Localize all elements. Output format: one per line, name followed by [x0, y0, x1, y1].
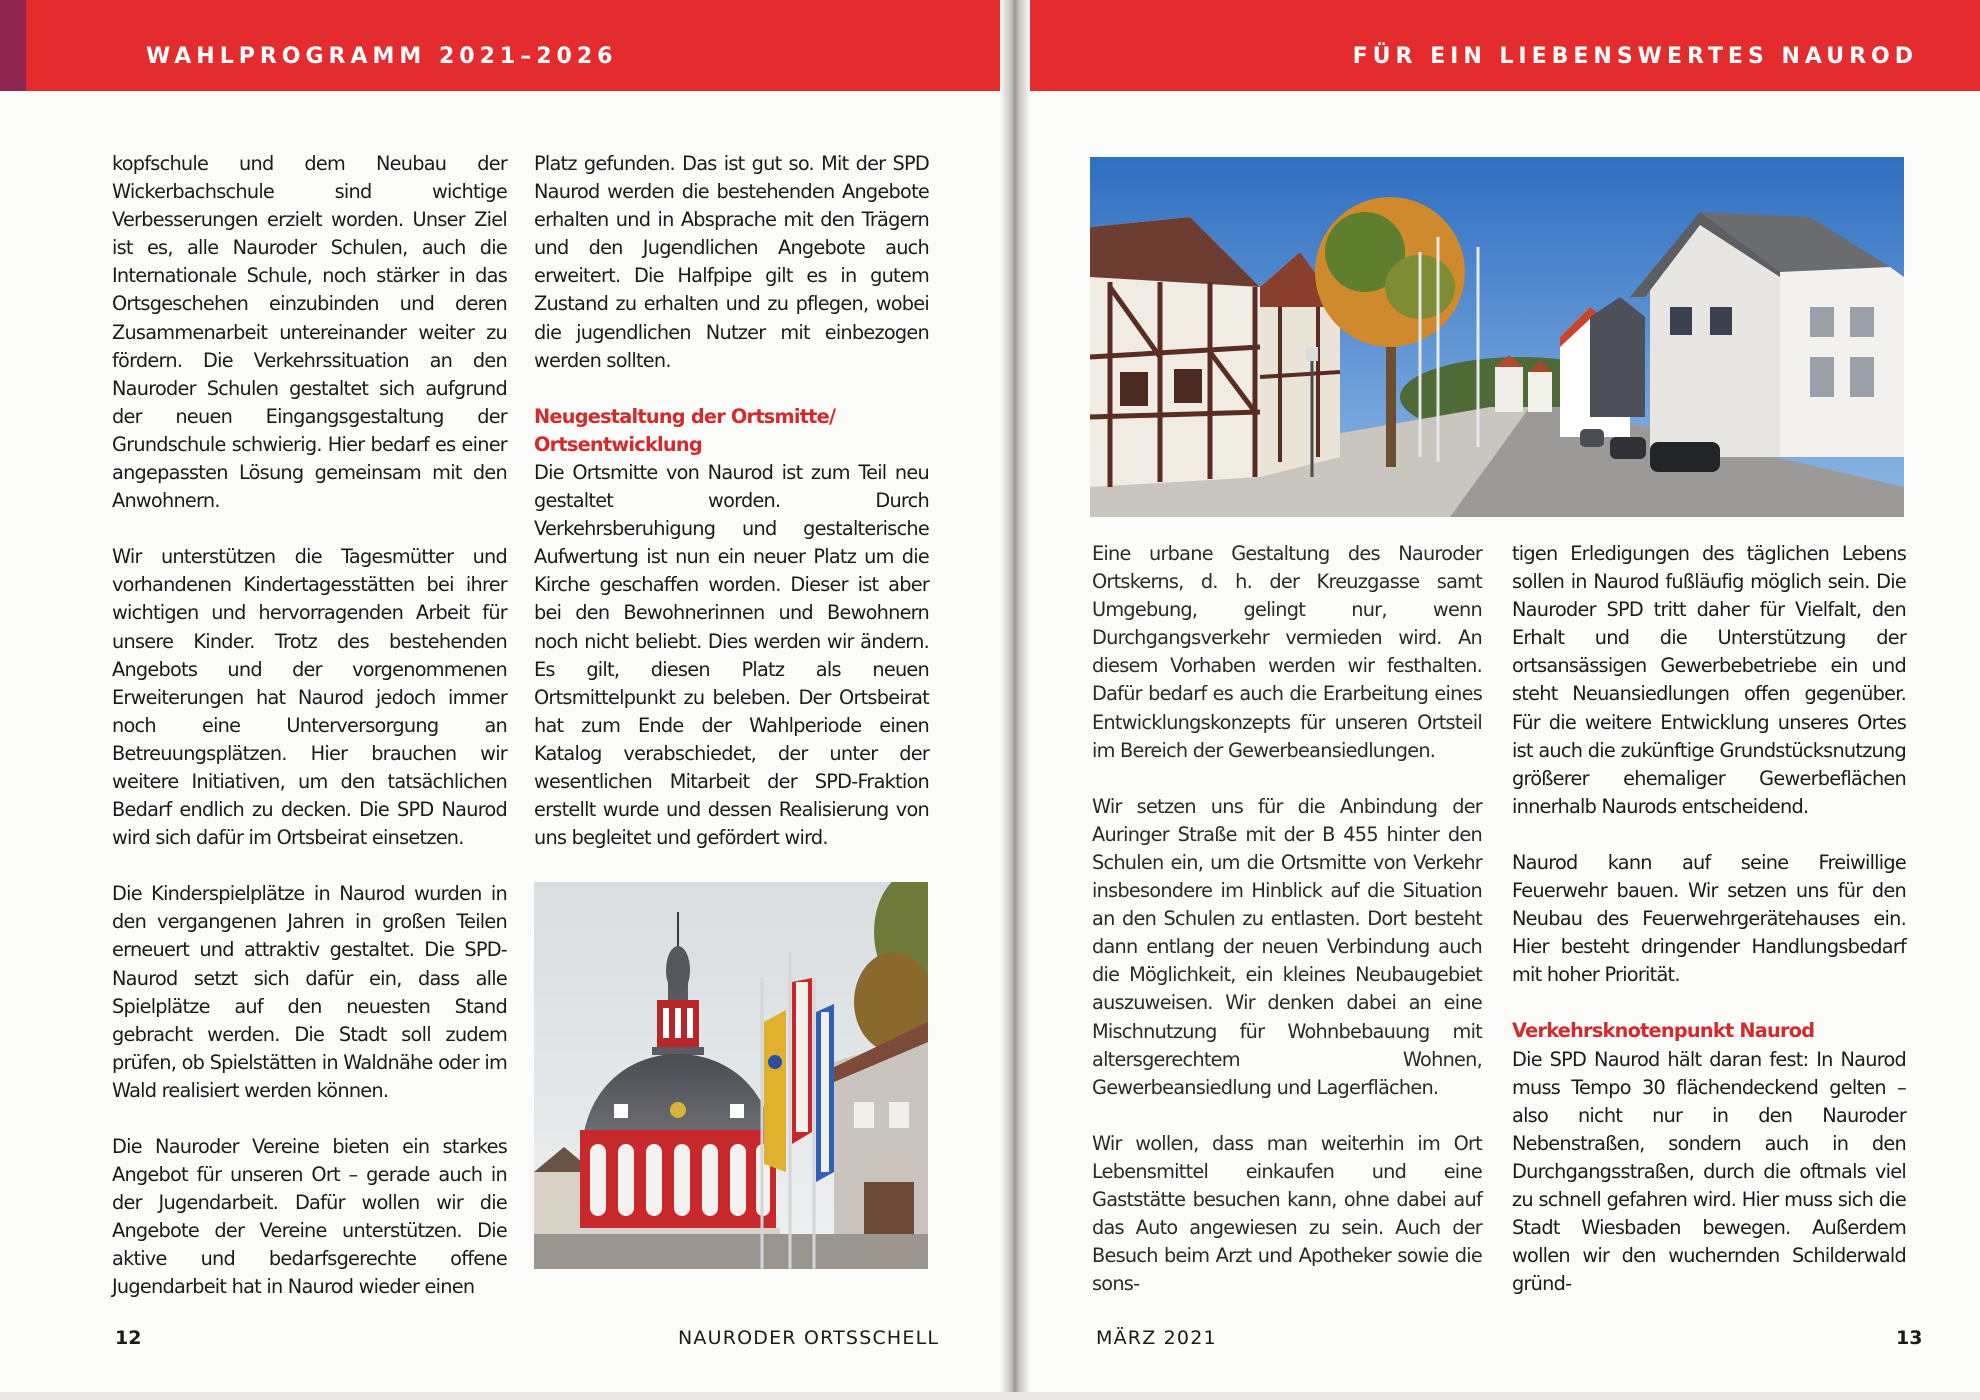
page-number-left: 12: [115, 1327, 142, 1349]
paragraph: Wir unterstützen die Tagesmütter und vorhandenen Kindertagesstätten bei ihrer wichtigen und hervorragenden Arbeit für unsere Kinder. Trotz des bestehenden Angebots und der vorgenommenen Erweiterungen hat Naurod jedoch immer noch eine Unterversorgung an Betreuungsplätzen. Hier brauchen wir weitere Initiativen, um den tatsächlichen Bedarf endlich zu decken. Die SPD Naurod wird sich dafür im Ortsbeirat einsetzen.: [112, 545, 507, 850]
paragraph: Wir wollen, dass man weiterhin im Ort Lebensmittel einkaufen und eine Gaststätte besuchen kann, ohne dabei auf das Auto angewiesen zu sein. Auch der Besuch beim Arzt und Apotheker sowie die sons-: [1092, 1131, 1482, 1296]
publication-title: NAURODER ORTSSCHELL: [678, 1327, 940, 1349]
right-header-title: FÜR EIN LIEBENSWERTES NAUROD: [1352, 44, 1918, 69]
right-column-1: [1092, 540, 1482, 1298]
paragraph: Die Kinderspielplätze in Naurod wurden in den vergangenen Jahren in großen Teilen erneuert und attraktiv gestaltet. Die SPD-Naurod setzt sich dafür ein, dass alle Spielplätze auf den neuesten Stand gebracht werden. Die Stadt soll zudem prüfen, ob Spielstätten in Waldnähe oder im Wald realisiert werden können.: [112, 882, 507, 1102]
right-page: [1016, 0, 1980, 1392]
paragraph: tigen Erledigungen des täglichen Lebens sollen in Naurod fußläufig möglich sein. Die Nauroder SPD tritt daher für Vielfalt, den Erhalt und die Unterstützung der ortsansässigen Gewerbebetriebe ein und steht Neuansiedlungen offen gegenüber. Für die weitere Entwicklung unseres Ortes ist auch die zukünftige Grundstücksnutzung größerer ehemaliger Gewerbeflächen innerhalb Naurods entscheidend.: [1512, 542, 1906, 818]
church-photo: [534, 882, 928, 1269]
street-photo: [1090, 157, 1904, 517]
paragraph: kopfschule und dem Neubau der Wickerbachschule sind wichtige Verbesserungen erzielt worden. Unser Ziel ist es, alle Nauroder Schulen, auch die Internationale Schule, noch stärker in das Ortsgeschehen einzubinden und deren Zusammenarbeit untereinander weiter zu fördern. Die Verkehrssituation an den Nauroder Schulen gestaltet sich aufgrund der neuen Eingangsgestaltung der Grundschule schwierig. Hier bedarf es einer angepassten Lösung gemeinsam mit den Anwohnern.: [112, 152, 507, 513]
right-column-2: [1512, 540, 1906, 1298]
publication-date: MÄRZ 2021: [1096, 1327, 1217, 1349]
paragraph: Die Ortsmitte von Naurod ist zum Teil neu gestaltet worden. Durch Verkehrsberuhigung und gestalterische Aufwertung ist nun ein neuer Platz um die Kirche geschaffen worden. Dieser ist aber bei den Bewohnerinnen und Bewohnern noch nicht beliebt. Dies werden wir ändern. Es gilt, diesen Platz als neuen Ortsmittelpunkt zu beleben. Der Ortsbeirat hat zum Ende der Wahlperiode einen Katalog verabschiedet, der unter der wesentlichen Mitarbeit der SPD-Fraktion erstellt wurde und dessen Realisierung von uns begleitet und gefördert wird.: [534, 460, 929, 850]
purple-tab: [0, 0, 26, 91]
left-column-1: [112, 150, 507, 1302]
paragraph: Die Nauroder Vereine bieten ein starkes Angebot für unseren Ort – gerade auch in der Jugendarbeit. Dafür wollen wir die Angebote der Vereine unterstützen. Die aktive und bedarfsgerechte offene Jugendarbeit hat in Naurod wieder einen: [112, 1135, 507, 1299]
paragraph: Eine urbane Gestaltung des Nauroder Ortskerns, d. h. der Kreuzgasse samt Umgebung, gelingt nur, wenn Durchgangsverkehr vermieden wird. An diesem Vorhaben werden wir festhalten. Dafür bedarf es auch die Erarbeitung eines Entwicklungskonzepts für unseren Ortsteil im Bereich der Gewerbeansiedlungen.: [1092, 542, 1482, 762]
left-header-title: WAHLPROGRAMM 2021–2026: [146, 44, 618, 69]
subheading-ortsmitte: Neugestaltung der Ortsmitte/ Ortsentwicklung: [534, 404, 836, 456]
paragraph: Wir setzen uns für die Anbindung der Auringer Straße mit der B 455 hinter den Schulen ein, um die Ortsmitte von Verkehr insbesondere im Hinblick auf die Situation an den Schulen zu entlasten. Dort besteht dann entlang der neuen Verbindung auch die Möglichkeit, ein kleines Neubaugebiet auszuweisen. Wir denken dabei an eine Mischnutzung für Wohnbebauung mit altersgerechtem Wohnen, Gewerbeansiedlung und Lagerflächen.: [1092, 794, 1482, 1099]
page-number-right: 13: [1896, 1327, 1923, 1349]
book-spine: [1000, 0, 1030, 1392]
paragraph: Naurod kann auf seine Freiwillige Feuerwehr bauen. Wir setzen uns für den Neubau des Feuerwehrgerätehauses ein. Hier besteht dringender Handlungsbedarf mit hoher Priorität.: [1512, 850, 1906, 987]
paragraph: Platz gefunden. Das ist gut so. Mit der SPD Naurod werden die bestehenden Angebote erhalten und in Absprache mit den Trägern und den Jugendlichen Angebote auch erweitert. Die Halfpipe gilt es in gutem Zustand zu erhalten und zu pflegen, wobei die jugendlichen Nutzer mit einbezogen werden sollten.: [534, 152, 929, 372]
subheading-verkehrsknotenpunkt: Verkehrsknotenpunkt Naurod: [1512, 1019, 1815, 1043]
paragraph: Die SPD Naurod hält daran fest: In Naurod muss Tempo 30 flächendeckend gelten – also nicht nur in den Nauroder Nebenstraßen, sondern auch in den Durchgangsstraßen, durch die oftmals viel zu schnell gefahren wird. Hier muss sich die Stadt Wiesbaden bewegen. Außerdem wollen wir den wuchernden Schilderwald gründ-: [1512, 1047, 1906, 1296]
left-column-2: [534, 150, 929, 852]
